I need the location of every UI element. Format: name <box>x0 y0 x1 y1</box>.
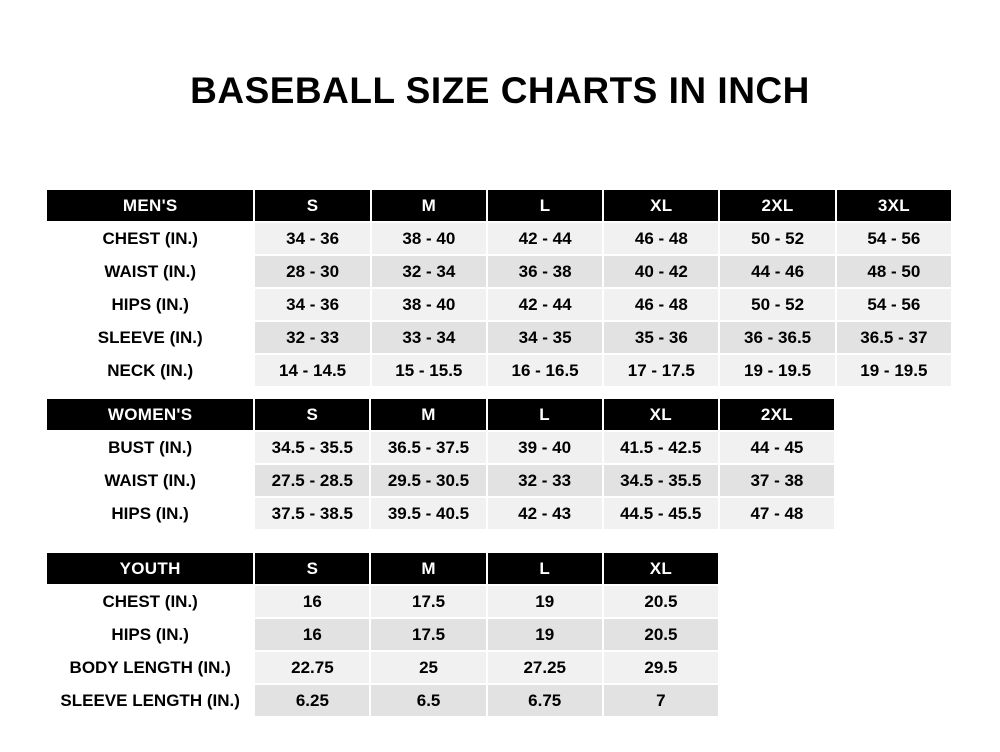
table-header-row <box>46 398 835 431</box>
table-cell: 44 - 45 <box>719 431 835 464</box>
table-cell: 16 - 16.5 <box>487 354 603 387</box>
table-cell: 46 - 48 <box>603 222 719 255</box>
column-header: M <box>371 189 487 222</box>
column-header: M <box>370 552 486 585</box>
column-header: 3XL <box>836 189 952 222</box>
table-cell: 28 - 30 <box>254 255 370 288</box>
table-cell: 41.5 - 42.5 <box>603 431 719 464</box>
table-cell: 42 - 44 <box>487 222 603 255</box>
row-label: BODY LENGTH (IN.) <box>46 651 254 684</box>
row-label: WAIST (IN.) <box>46 255 254 288</box>
table-row <box>46 321 952 354</box>
table-cell: 42 - 43 <box>487 497 603 530</box>
table-cell: 48 - 50 <box>836 255 952 288</box>
column-header: MEN'S <box>46 189 254 222</box>
column-header: S <box>254 398 370 431</box>
column-header: 2XL <box>719 398 835 431</box>
column-header: L <box>487 398 603 431</box>
table-cell: 39 - 40 <box>487 431 603 464</box>
mens-size-chart <box>45 188 953 388</box>
table-cell: 16 <box>254 585 370 618</box>
table-cell: 44.5 - 45.5 <box>603 497 719 530</box>
table-cell: 42 - 44 <box>487 288 603 321</box>
table-cell: 20.5 <box>603 618 719 651</box>
table-cell: 40 - 42 <box>603 255 719 288</box>
row-label: SLEEVE LENGTH (IN.) <box>46 684 254 717</box>
row-label: BUST (IN.) <box>46 431 254 464</box>
row-label: HIPS (IN.) <box>46 288 254 321</box>
table-cell: 37.5 - 38.5 <box>254 497 370 530</box>
column-header: S <box>254 189 370 222</box>
table-cell: 19 - 19.5 <box>836 354 952 387</box>
table-cell: 32 - 34 <box>371 255 487 288</box>
table-cell: 32 - 33 <box>487 464 603 497</box>
table-cell: 17.5 <box>370 618 486 651</box>
table-header-row <box>46 552 719 585</box>
table-cell: 34.5 - 35.5 <box>254 431 370 464</box>
table-cell: 34 - 36 <box>254 222 370 255</box>
page-title: BASEBALL SIZE CHARTS IN INCH <box>190 70 810 111</box>
table-cell: 35 - 36 <box>603 321 719 354</box>
table-cell: 19 <box>487 585 603 618</box>
table-cell: 22.75 <box>254 651 370 684</box>
column-header: 2XL <box>719 189 835 222</box>
table-cell: 38 - 40 <box>371 288 487 321</box>
table-row <box>46 288 952 321</box>
table-cell: 50 - 52 <box>719 222 835 255</box>
table-cell: 15 - 15.5 <box>371 354 487 387</box>
table-header-row <box>46 189 952 222</box>
row-label: CHEST (IN.) <box>46 585 254 618</box>
table-cell: 36.5 - 37.5 <box>370 431 486 464</box>
table-cell: 6.5 <box>370 684 486 717</box>
table-cell: 37 - 38 <box>719 464 835 497</box>
table-cell: 50 - 52 <box>719 288 835 321</box>
table-cell: 34.5 - 35.5 <box>603 464 719 497</box>
column-header: XL <box>603 552 719 585</box>
row-label: SLEEVE (IN.) <box>46 321 254 354</box>
row-label: WAIST (IN.) <box>46 464 254 497</box>
table-row <box>46 585 719 618</box>
table-row <box>46 431 835 464</box>
column-header: L <box>487 552 603 585</box>
table-cell: 47 - 48 <box>719 497 835 530</box>
table-cell: 46 - 48 <box>603 288 719 321</box>
table-cell: 39.5 - 40.5 <box>370 497 486 530</box>
table-row <box>46 222 952 255</box>
table-cell: 14 - 14.5 <box>254 354 370 387</box>
table-cell: 33 - 34 <box>371 321 487 354</box>
row-label: HIPS (IN.) <box>46 497 254 530</box>
table-cell: 6.25 <box>254 684 370 717</box>
youth-size-chart <box>45 551 720 718</box>
table-row <box>46 651 719 684</box>
table-cell: 16 <box>254 618 370 651</box>
table-cell: 27.5 - 28.5 <box>254 464 370 497</box>
table-cell: 36.5 - 37 <box>836 321 952 354</box>
table-cell: 19 <box>487 618 603 651</box>
table-cell: 29.5 <box>603 651 719 684</box>
table-cell: 38 - 40 <box>371 222 487 255</box>
table-row <box>46 464 835 497</box>
table-row <box>46 497 835 530</box>
table-cell: 17.5 <box>370 585 486 618</box>
table-cell: 34 - 35 <box>487 321 603 354</box>
womens-size-chart <box>45 397 836 531</box>
table-cell: 25 <box>370 651 486 684</box>
table-cell: 36 - 36.5 <box>719 321 835 354</box>
table-cell: 19 - 19.5 <box>719 354 835 387</box>
column-header: WOMEN'S <box>46 398 254 431</box>
column-header: M <box>370 398 486 431</box>
table-cell: 7 <box>603 684 719 717</box>
column-header: XL <box>603 398 719 431</box>
row-label: NECK (IN.) <box>46 354 254 387</box>
table-row <box>46 354 952 387</box>
table-cell: 32 - 33 <box>254 321 370 354</box>
column-header: YOUTH <box>46 552 254 585</box>
table-row <box>46 618 719 651</box>
table-cell: 34 - 36 <box>254 288 370 321</box>
table-cell: 54 - 56 <box>836 222 952 255</box>
column-header: XL <box>603 189 719 222</box>
table-row <box>46 255 952 288</box>
table-cell: 36 - 38 <box>487 255 603 288</box>
row-label: HIPS (IN.) <box>46 618 254 651</box>
table-cell: 20.5 <box>603 585 719 618</box>
column-header: S <box>254 552 370 585</box>
table-cell: 54 - 56 <box>836 288 952 321</box>
column-header: L <box>487 189 603 222</box>
table-cell: 27.25 <box>487 651 603 684</box>
table-row <box>46 684 719 717</box>
row-label: CHEST (IN.) <box>46 222 254 255</box>
table-cell: 44 - 46 <box>719 255 835 288</box>
table-cell: 6.75 <box>487 684 603 717</box>
table-cell: 17 - 17.5 <box>603 354 719 387</box>
table-cell: 29.5 - 30.5 <box>370 464 486 497</box>
